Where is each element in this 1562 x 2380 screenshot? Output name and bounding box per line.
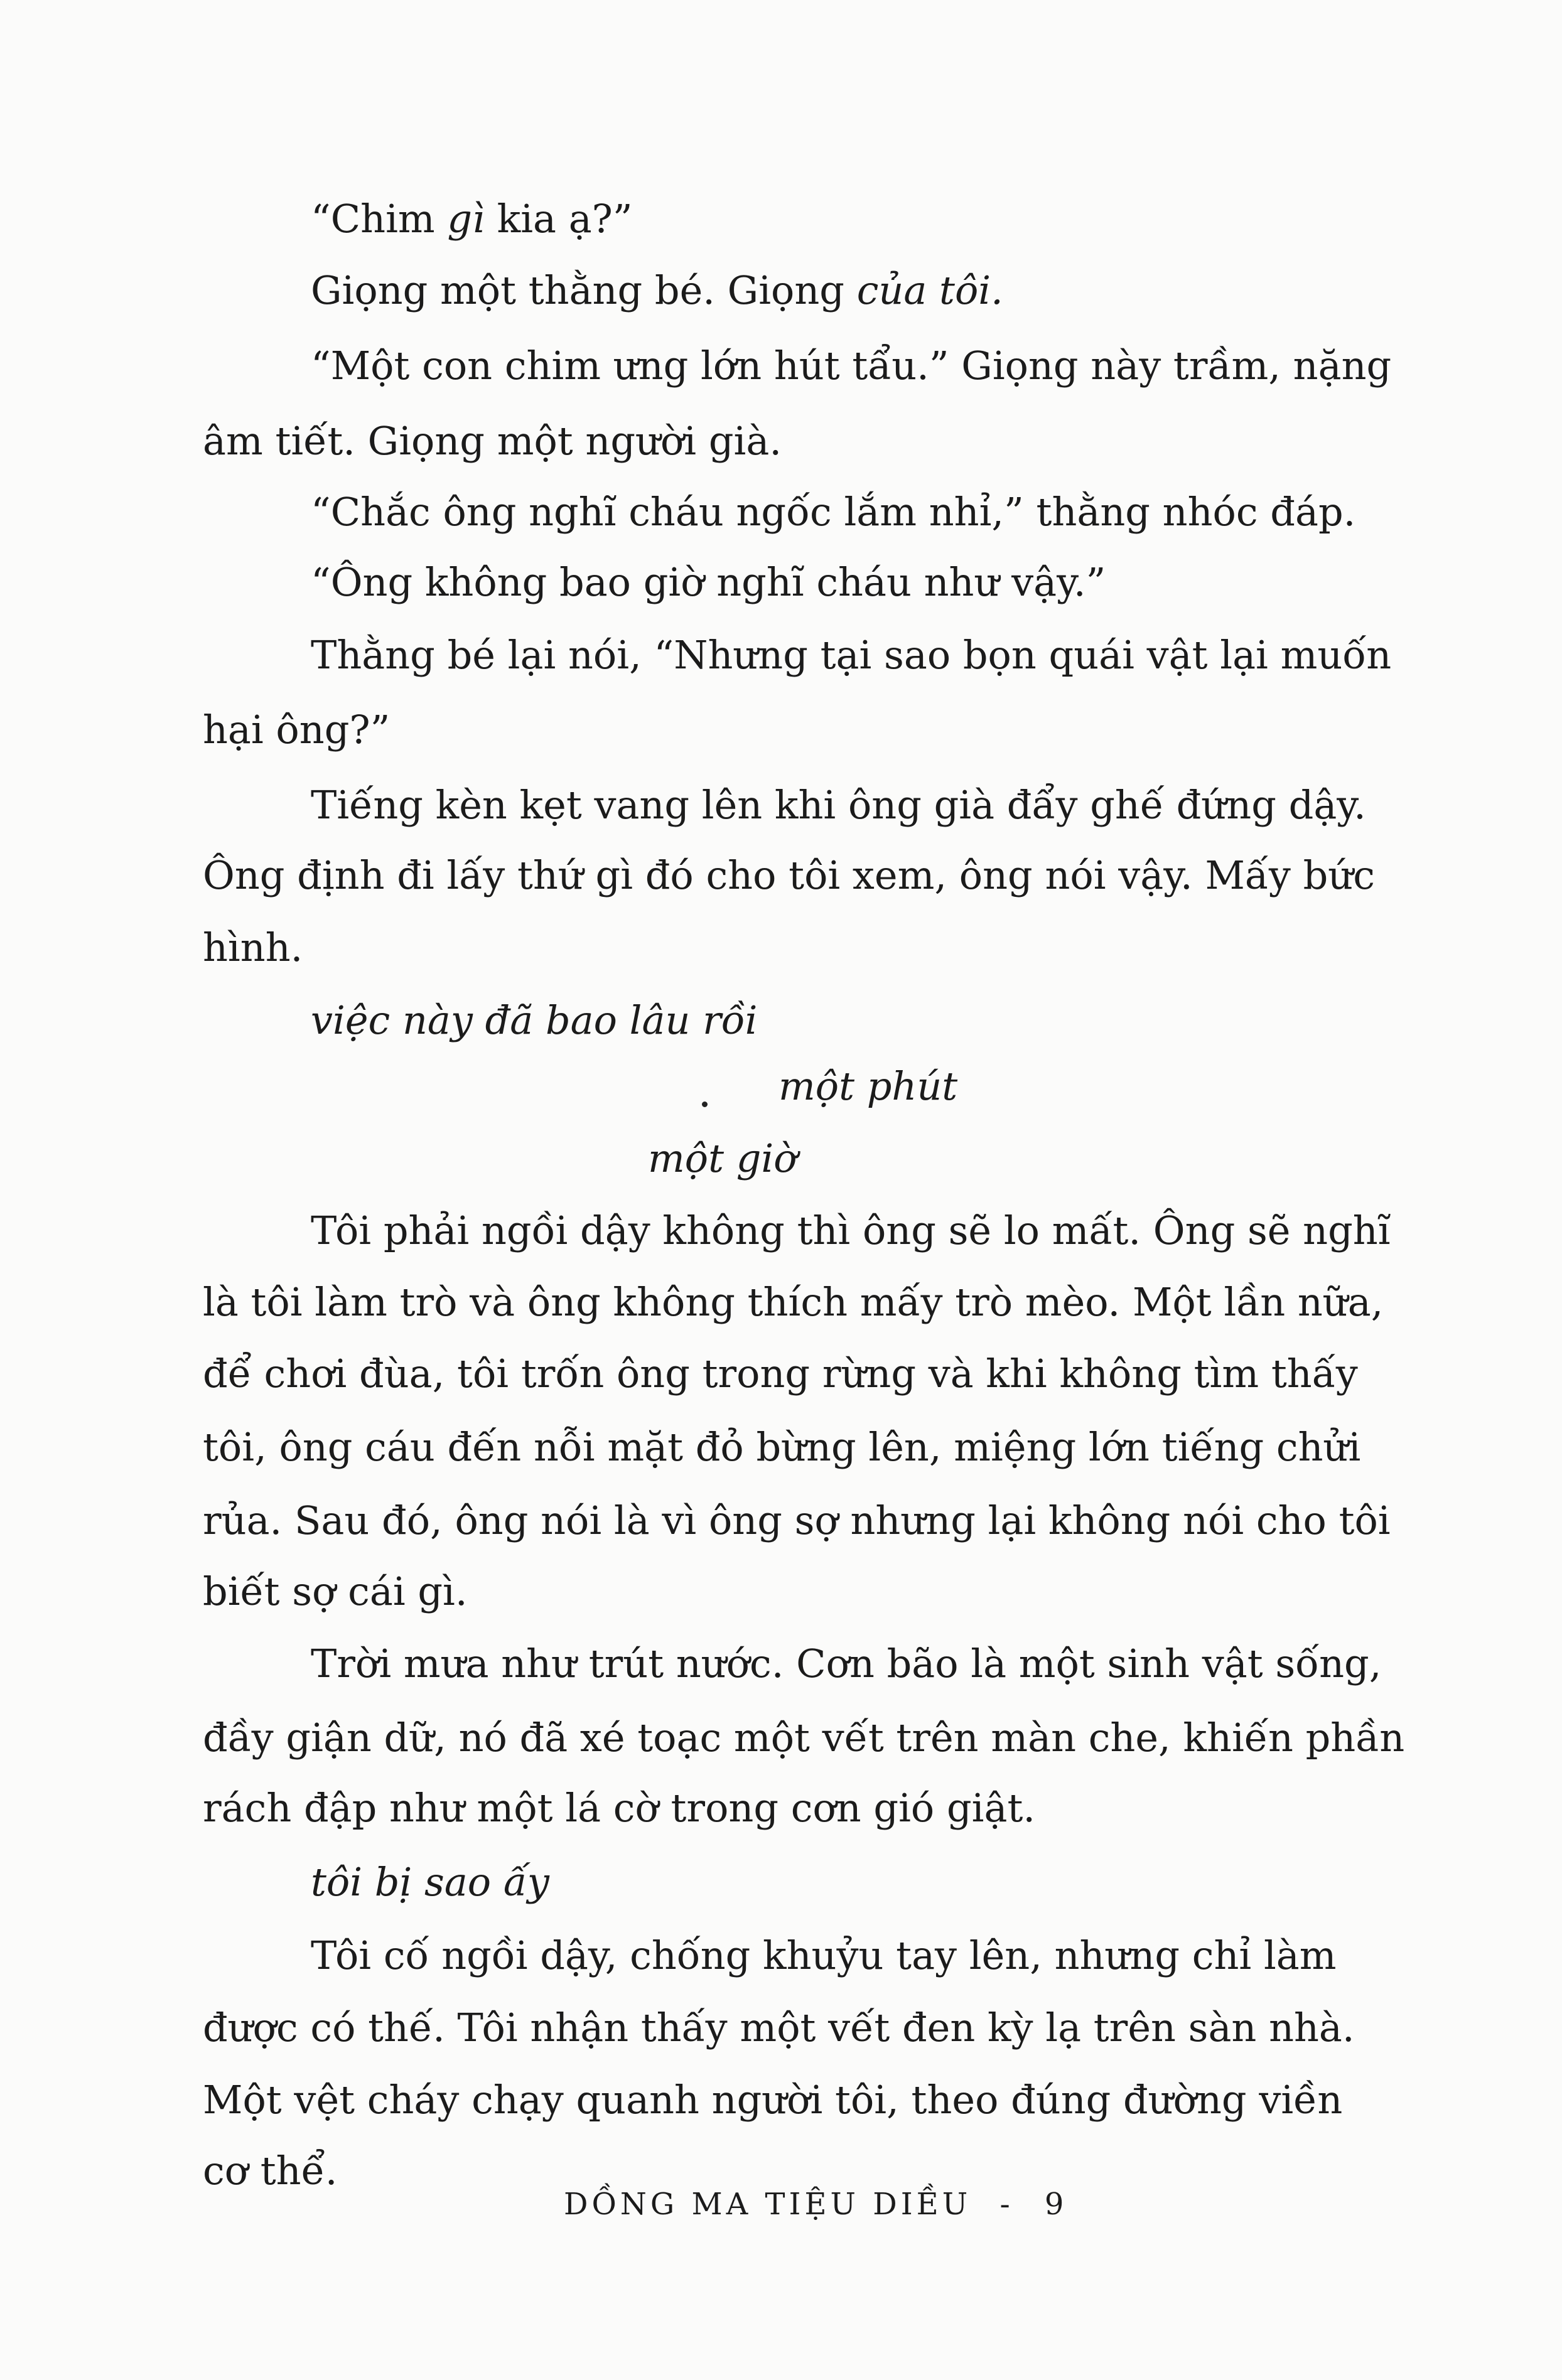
text-segment: tôi, ông cáu đến nỗi mặt đỏ bừng lên, miệng lớn tiếng chửi <box>203 1424 1361 1470</box>
footer-title: DỒNG MA TIỆU DIỀU <box>564 2187 972 2222</box>
text-segment: biết sợ cái gì. <box>203 1568 468 1614</box>
text-line <box>203 2148 338 2194</box>
text-line <box>311 632 1392 678</box>
text-line <box>203 1498 1391 1543</box>
text-line <box>778 1063 958 1109</box>
text-line <box>311 489 1356 535</box>
text-segment: âm tiết. Giọng một người già. <box>203 418 782 464</box>
text-segment: hại ông?” <box>203 707 390 753</box>
text-line <box>203 1785 1036 1831</box>
text-segment: để chơi đùa, tôi trốn ông trong rừng và khi không tìm thấy <box>203 1351 1358 1396</box>
italic-text: gì <box>447 196 485 242</box>
page-number: 9 <box>1044 2187 1068 2222</box>
text-line <box>311 1859 549 1905</box>
text-line <box>648 1135 797 1181</box>
text-line <box>203 1279 1384 1325</box>
italic-text: một giờ <box>648 1135 797 1181</box>
text-line <box>311 196 633 242</box>
text-segment: Thằng bé lại nói, “Nhưng tại sao bọn quái vật lại muốn <box>311 632 1392 678</box>
text-line <box>203 2077 1343 2123</box>
text-segment: hình. <box>203 925 303 970</box>
text-line <box>203 1715 1405 1761</box>
text-segment: Một vệt cháy chạy quanh người tôi, theo đúng đường viền <box>203 2077 1343 2123</box>
text-line <box>311 343 1392 389</box>
text-segment: cơ thể. <box>203 2148 338 2194</box>
text-line <box>203 2005 1355 2050</box>
text-segment: Giọng một thằng bé. Giọng <box>311 267 857 313</box>
footer-separator: - <box>999 2187 1014 2222</box>
text-line <box>311 1641 1382 1686</box>
text-segment: đầy giận dữ, nó đã xé toạc một vết trên màn che, khiến phần <box>203 1715 1405 1761</box>
text-line <box>203 707 390 753</box>
text-segment: Tôi phải ngồi dậy không thì ông sẽ lo mất. Ông sẽ nghĩ <box>311 1208 1391 1253</box>
running-footer <box>564 2187 1068 2222</box>
text-segment: là tôi làm trò và ông không thích mấy trò mèo. Một lần nữa, <box>203 1279 1384 1325</box>
text-segment: Tôi cố ngồi dậy, chống khuỷu tay lên, nhưng chỉ làm <box>311 1932 1337 1978</box>
text-segment: được có thế. Tôi nhận thấy một vết đen kỳ lạ trên sàn nhà. <box>203 2005 1355 2050</box>
text-segment: Tiếng kèn kẹt vang lên khi ông già đẩy ghế đứng dậy. <box>311 782 1366 828</box>
text-line <box>311 1932 1337 1978</box>
text-segment: “Một con chim ưng lớn hút tẩu.” Giọng này trầm, nặng <box>311 343 1392 389</box>
text-line <box>203 1424 1361 1470</box>
ink-dot <box>702 1102 708 1107</box>
text-line <box>311 997 758 1043</box>
text-line <box>311 1208 1391 1253</box>
text-segment: “Chắc ông nghĩ cháu ngốc lắm nhỉ,” thằng nhóc đáp. <box>311 489 1356 535</box>
italic-text: một phút <box>778 1063 958 1109</box>
text-line <box>311 782 1366 828</box>
text-line <box>203 1568 468 1614</box>
italic-text: của tôi. <box>856 267 1003 313</box>
text-line <box>203 1351 1358 1396</box>
text-line <box>203 852 1375 898</box>
text-segment: “Ông không bao giờ nghĩ cháu như vậy.” <box>311 559 1106 605</box>
text-line <box>311 267 1003 313</box>
text-segment: Trời mưa như trút nước. Cơn bão là một sinh vật sống, <box>311 1641 1382 1686</box>
text-segment: rách đập như một lá cờ trong cơn gió giật. <box>203 1785 1036 1831</box>
text-segment: “Chim <box>311 196 448 242</box>
italic-text: việc này đã bao lâu rồi <box>311 997 758 1043</box>
italic-text: tôi bị sao ấy <box>311 1859 549 1905</box>
text-line <box>203 925 303 970</box>
text-line <box>203 418 782 464</box>
text-segment: kia ạ?” <box>484 196 633 242</box>
text-segment: Ông định đi lấy thứ gì đó cho tôi xem, ông nói vậy. Mấy bức <box>203 852 1375 898</box>
text-line <box>311 559 1106 605</box>
text-segment: rủa. Sau đó, ông nói là vì ông sợ nhưng lại không nói cho tôi <box>203 1498 1391 1543</box>
